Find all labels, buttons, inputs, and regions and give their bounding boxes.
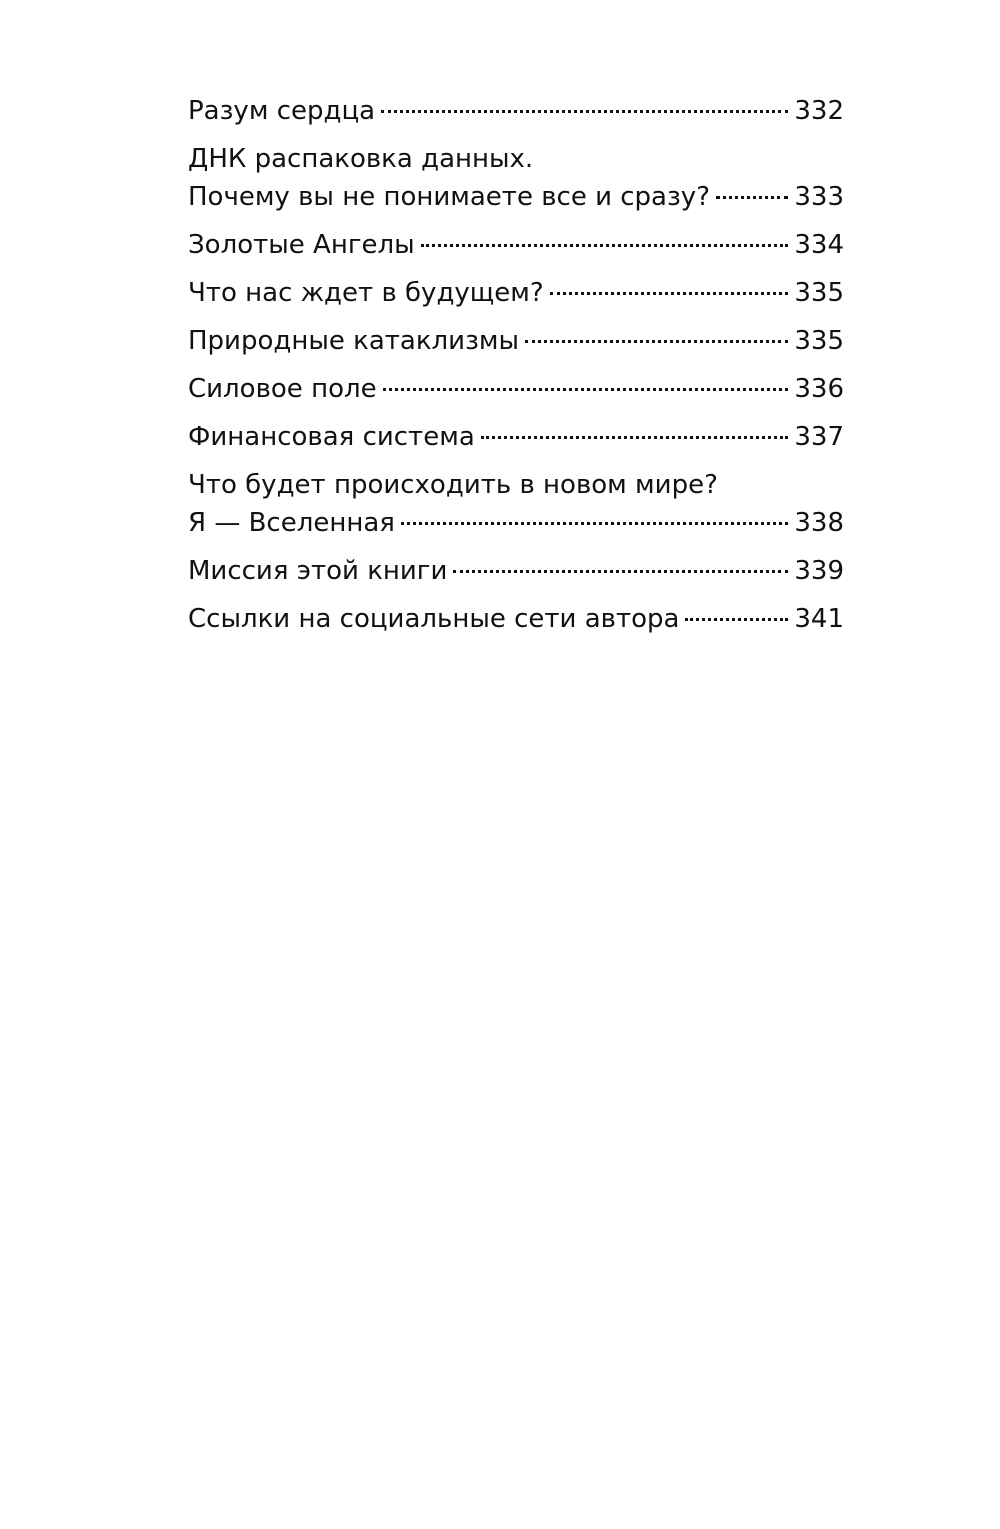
toc-entry-page: 335 — [794, 278, 844, 308]
dot-leader — [481, 436, 789, 439]
toc-entry-title: Я — Вселенная — [188, 508, 395, 538]
toc-entry-page: 338 — [794, 508, 844, 538]
toc-entry-title: Ссылки на социальные сети автора — [188, 604, 680, 634]
toc-entry-page: 334 — [794, 230, 844, 260]
toc-entry — [188, 466, 844, 543]
toc-entry-page: 337 — [794, 422, 844, 452]
dot-leader — [525, 340, 788, 343]
toc-entry-line — [188, 370, 844, 409]
toc-entry-title: Почему вы не понимаете все и сразу? — [188, 182, 710, 212]
toc-entry-lead-line — [188, 466, 844, 504]
toc-entry — [188, 600, 844, 639]
toc-entry-title: Силовое поле — [188, 374, 377, 404]
dot-leader — [421, 244, 789, 247]
toc-entry — [188, 140, 844, 217]
toc-entry-line — [188, 226, 844, 265]
dot-leader — [685, 618, 788, 621]
toc-entry-title: Финансовая система — [188, 422, 475, 452]
dot-leader — [383, 388, 789, 391]
toc-entry-title: Миссия этой книги — [188, 556, 448, 586]
dot-leader — [716, 196, 788, 199]
toc-entry — [188, 370, 844, 409]
toc-entry-line — [188, 274, 844, 313]
toc-entry — [188, 552, 844, 591]
toc-entry-lead: ДНК распаковка данных. — [188, 144, 534, 174]
toc-entry-title: Золотые Ангелы — [188, 230, 415, 260]
toc-entry-line — [188, 92, 844, 131]
toc-entry-line — [188, 178, 844, 217]
toc-entry-line — [188, 600, 844, 639]
toc-entry-title: Что нас ждет в будущем? — [188, 278, 544, 308]
toc-entry-page: 336 — [794, 374, 844, 404]
toc-entry-line — [188, 418, 844, 457]
toc-entry-line — [188, 552, 844, 591]
toc-entry-line — [188, 322, 844, 361]
toc-entry-lead-line — [188, 140, 844, 178]
dot-leader — [401, 522, 788, 525]
toc-entry-page: 341 — [794, 604, 844, 634]
toc-entry-title: Разум сердца — [188, 96, 376, 126]
toc-entry-lead: Что будет происходить в новом мире? — [188, 470, 718, 500]
toc-entry-page: 333 — [794, 182, 844, 212]
dot-leader — [550, 292, 789, 295]
toc-entry — [188, 418, 844, 457]
toc-entry-title: Природные катаклизмы — [188, 326, 520, 356]
toc-entry-line — [188, 504, 844, 543]
table-of-contents — [188, 92, 844, 648]
toc-entry-page: 332 — [794, 96, 844, 126]
dot-leader — [453, 570, 788, 573]
toc-entry — [188, 322, 844, 361]
toc-entry-page: 335 — [794, 326, 844, 356]
dot-leader — [381, 110, 788, 113]
toc-entry-page: 339 — [794, 556, 844, 586]
toc-entry — [188, 226, 844, 265]
toc-entry — [188, 274, 844, 313]
toc-entry — [188, 92, 844, 131]
